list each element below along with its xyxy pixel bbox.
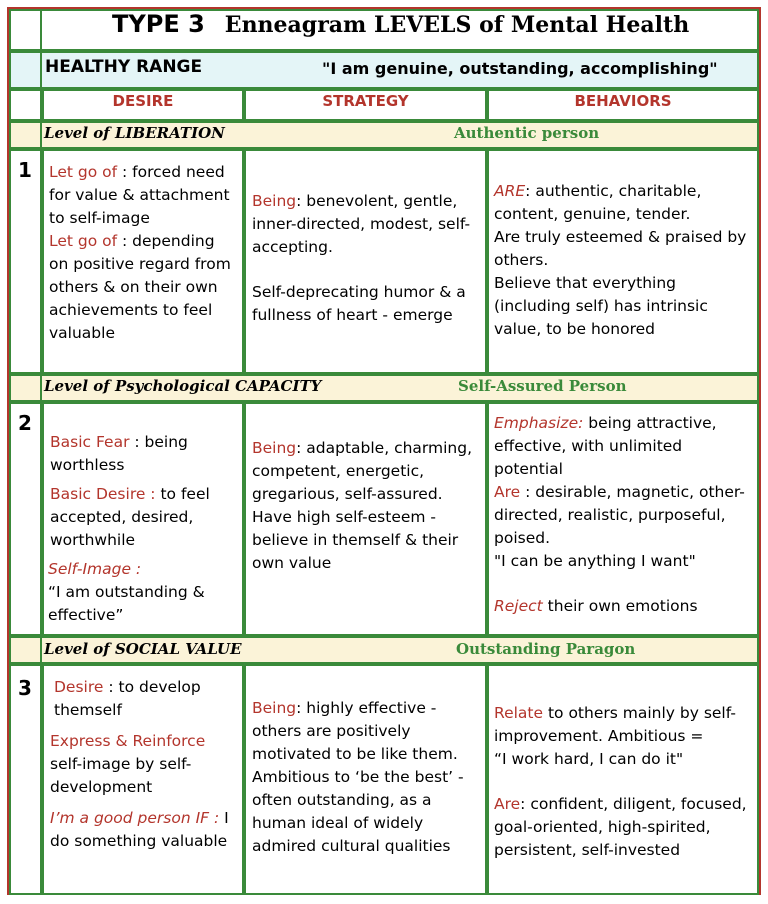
desire-item: Basic Fear : being worthless — [50, 433, 188, 474]
level-num-cell — [9, 402, 42, 636]
level-number: 2 — [18, 411, 32, 435]
level-tag: Authentic person — [454, 124, 600, 142]
level-tag: Self-Assured Person — [458, 377, 627, 395]
strategy-item: Have high self-esteem - believe in themself & their own value — [252, 508, 459, 572]
strategy-header: STRATEGY — [322, 92, 409, 110]
healthy-range-label: HEALTHY RANGE — [45, 57, 203, 77]
title-num-cell — [9, 9, 42, 51]
level-tag: Outstanding Paragon — [456, 640, 636, 658]
desire-item: Self-Image : — [48, 560, 142, 578]
page-title — [112, 10, 689, 38]
behaviors-text — [494, 412, 756, 618]
behaviors-item: Believe that everything (including self) has intrinsic value, to be honored — [494, 274, 708, 338]
desire-header: DESIRE — [112, 92, 174, 110]
behaviors-text — [494, 180, 752, 341]
strategy-item: Being: highly effective - others are positively motivated to be like them. — [252, 699, 458, 763]
level-number: 1 — [18, 158, 32, 182]
level-name: Level of SOCIAL VALUE — [44, 640, 242, 658]
strategy-text — [252, 697, 482, 858]
desire-item: Basic Desire : to feel accepted, desired, worthwhile — [50, 485, 210, 549]
desire-text — [50, 431, 235, 627]
desire-text — [50, 676, 235, 853]
behaviors-text — [494, 702, 756, 862]
behaviors-header: BEHAVIORS — [574, 92, 672, 110]
strategy-item: Self-deprecating humor & a fullness of heart - emerge — [252, 283, 466, 324]
behaviors-item: ARE: authentic, charitable, content, genuine, tender. — [494, 182, 702, 223]
desire-text — [49, 161, 234, 345]
desire-item: Let go of : forced need for value & attachment to self-image — [49, 163, 230, 227]
desire-item: Express & Reinforce self-image by self-development — [50, 732, 206, 796]
strategy-item: Ambitious to ‘be the best’ - often outstanding, as a human ideal of widely admired cultural qualities — [252, 768, 464, 855]
desire-item: I’m a good person IF : I do something valuable — [50, 809, 229, 850]
type-label: TYPE 3 — [112, 10, 205, 38]
behaviors-item: Relate to others mainly by self-improvement. Ambitious = — [494, 704, 736, 745]
level-band-num-cell — [9, 374, 42, 402]
behaviors-item: “I work hard, I can do it" — [494, 750, 684, 768]
level-number: 3 — [18, 676, 32, 700]
behaviors-item: Emphasize: being attractive, effective, with unlimited potential — [494, 414, 717, 478]
healthy-num-cell — [9, 51, 42, 89]
desire-item: Desire : to develop themself — [54, 678, 201, 719]
strategy-item: Being: adaptable, charming, competent, energetic, gregarious, self-assured. — [252, 439, 473, 503]
level-name: Level of Psychological CAPACITY — [44, 377, 322, 395]
desire-item: “I am outstanding & effective” — [48, 583, 205, 624]
behaviors-item: Are : desirable, magnetic, other-directed, realistic, purposeful, poised. — [494, 483, 745, 547]
strategy-text — [252, 190, 482, 327]
level-band-num-cell — [9, 121, 42, 149]
desire-item: Let go of : depending on positive regard from others & on their own achievements to feel valuable — [49, 232, 231, 342]
behaviors-item: "I can be anything I want" — [494, 552, 696, 570]
strategy-text — [252, 437, 482, 575]
behaviors-item: Are: confident, diligent, focused, goal-oriented, high-spirited, persistent, self-invested — [494, 795, 747, 859]
title-text: Enneagram LEVELS of Mental Health — [224, 12, 690, 38]
level-name: Level of LIBERATION — [44, 124, 225, 142]
header-num-cell — [9, 89, 42, 121]
behaviors-item: Reject their own emotions — [494, 597, 698, 615]
healthy-range-quote: "I am genuine, outstanding, accomplishing" — [322, 59, 718, 78]
level-band-num-cell — [9, 636, 42, 664]
strategy-item: Being: benevolent, gentle, inner-directed, modest, self-accepting. — [252, 192, 471, 256]
level-num-cell — [9, 149, 42, 374]
behaviors-item: Are truly esteemed & praised by others. — [494, 228, 747, 269]
